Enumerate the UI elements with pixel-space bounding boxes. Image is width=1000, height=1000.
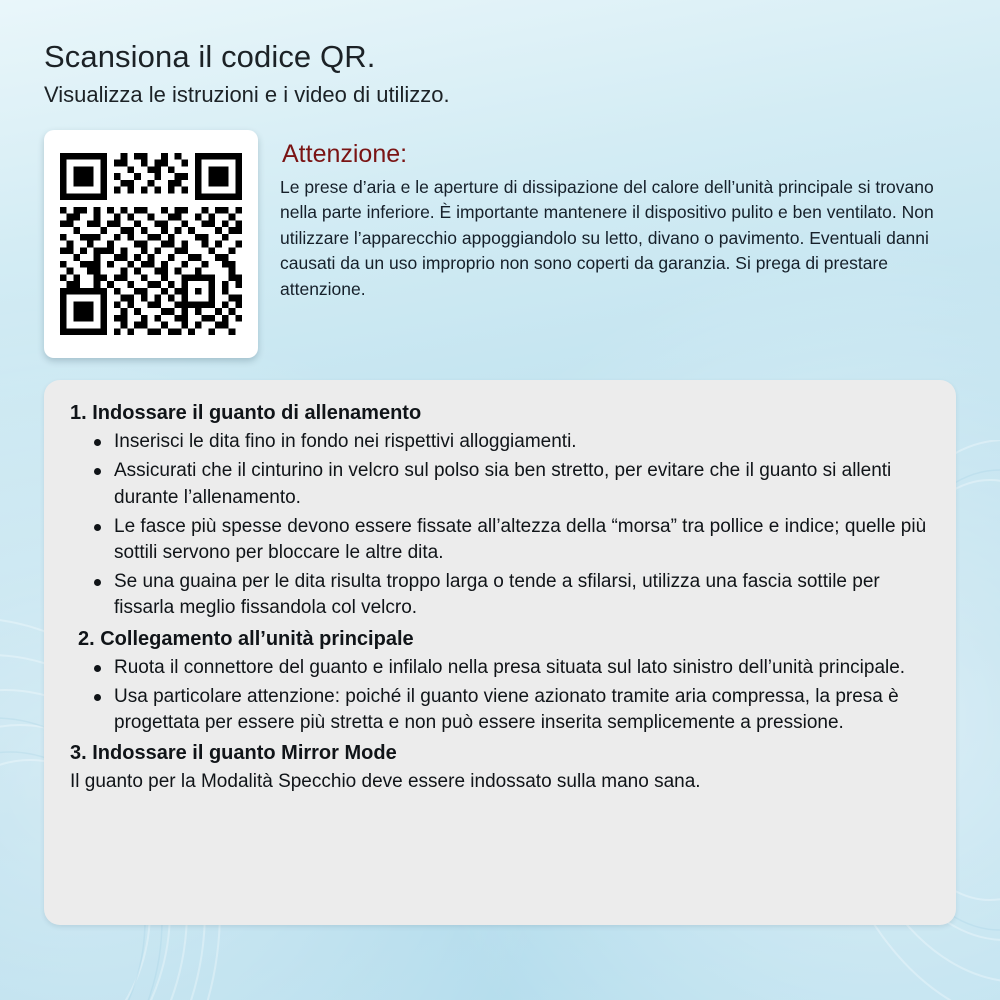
list-item: Inserisci le dita fino in fondo nei rispettivi alloggiamenti. [88,429,930,455]
step-bullet-list [70,655,930,737]
instruction-step [70,742,930,795]
qr-and-warning-row [44,130,956,358]
instruction-step [70,402,930,622]
step-heading: 1. Indossare il guanto di allenamento [70,402,422,425]
step-text: Il guanto per la Modalità Specchio deve essere indossato sulla mano sana. [70,771,701,793]
warning-block [280,130,956,302]
step-bullet-list [70,429,930,622]
header-section [0,0,1000,358]
step-heading: 2. Collegamento all’unità principale [78,627,414,650]
qr-code-card[interactable] [44,130,258,358]
warning-title: Attenzione: [282,140,408,169]
page-title: Scansiona il codice QR. [44,39,376,74]
list-item: Se una guaina per le dita risulta troppo larga o tende a sfilarsi, utilizza una fascia sottile per fissarla meglio fissandola col velcro. [88,569,930,621]
list-item: Le fasce più spesse devono essere fissate all’altezza della “morsa” tra pollice e indice; quelle più sottili servono per bloccare le altre dita. [88,514,930,566]
list-item: Usa particolare attenzione: poiché il guanto viene azionato tramite aria compressa, la presa è progettata per essere più stretta e non può essere inserita semplicemente a pressione. [88,684,930,736]
list-item: Ruota il connettore del guanto e infilalo nella presa situata sul lato sinistro dell’unità principale. [88,655,930,681]
page-subtitle: Visualizza le istruzioni e i video di utilizzo. [44,82,450,108]
warning-text: Le prese d’aria e le aperture di dissipazione del calore dell’unità principale si trovano nella parte inferiore. È importante mantenere il dispositivo pulito e ben ventilato. Non utilizzare l’apparecchio appoggiandolo su letto, divano o pavimento. Eventuali danni causati da un uso improprio non sono coperti da garanzia. Si prega di prestare attenzione. [280,177,934,299]
list-item: Assicurati che il cinturino in velcro sul polso sia ben stretto, per evitare che il guanto si allenti durante l’allenamento. [88,458,930,510]
qr-code-icon [53,139,249,349]
step-heading: 3. Indossare il guanto Mirror Mode [70,742,397,765]
instruction-step [70,628,930,737]
instructions-panel [44,380,956,925]
